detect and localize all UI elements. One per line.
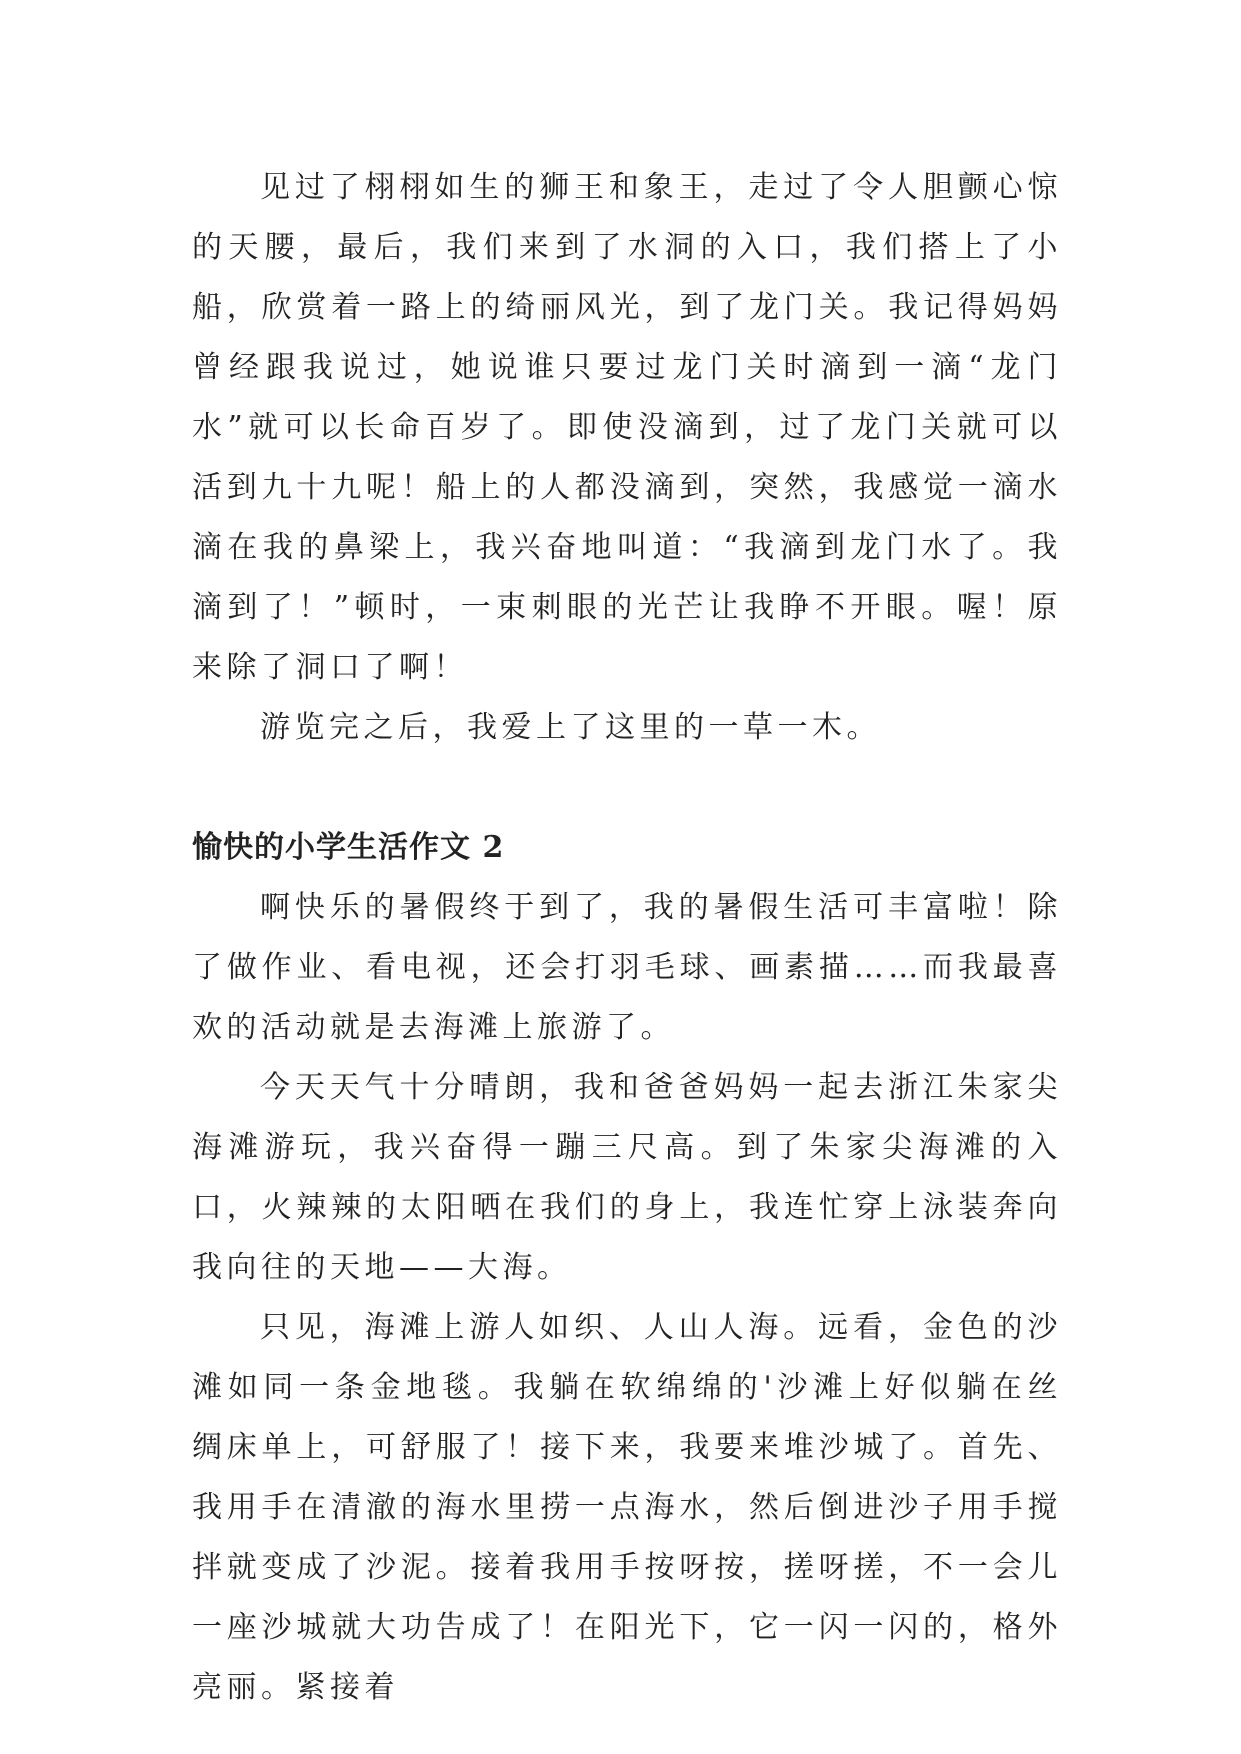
paragraph-beach-trip: 今天天气十分晴朗，我和爸爸妈妈一起去浙江朱家尖海滩游玩，我兴奋得一蹦三尺高。到了朱家尖海滩的入口，火辣辣的太阳晒在我们的身上，我连忙穿上泳装奔向我向往的天地——大海。 xyxy=(192,1070,1062,1285)
paragraph-sand-castle: 只见，海滩上游人如织、人山人海。远看，金色的沙滩如同一条金地毯。我躺在软绵绵的'沙滩上好似躺在丝绸床单上，可舒服了！接下来，我要来堆沙城了。首先、我用手在清澈的海水里捞一点海水，然后倒进沙子用手搅拌就变成了沙泥。接着我用手按呀按，搓呀搓，不一会儿一座沙城就大功告成了！在阳光下，它一闪一闪的，格外亮丽。紧接着 xyxy=(192,1310,1062,1705)
paragraph-dragon-gate: 见过了栩栩如生的狮王和象王，走过了令人胆颤心惊的天腰，最后，我们来到了水洞的入口，我们搭上了小船，欣赏着一路上的绮丽风光，到了龙门关。我记得妈妈曾经跟我说过，她说谁只要过龙门关时滴到一滴“龙门水”就可以长命百岁了。即使没滴到，过了龙门关就可以活到九十九呢！船上的人都没滴到，突然，我感觉一滴水滴在我的鼻梁上，我兴奋地叫道：“我滴到龙门水了。我滴到了！”顿时，一束刺眼的光芒让我睁不开眼。喔！原来除了洞口了啊！ xyxy=(192,170,1062,685)
paragraph-summer-vacation: 啊快乐的暑假终于到了，我的暑假生活可丰富啦！除了做作业、看电视，还会打羽毛球、画素描……而我最喜欢的活动就是去海滩上旅游了。 xyxy=(192,890,1062,1045)
essay-title: 愉快的小学生活作文 2 xyxy=(192,830,505,865)
document-body xyxy=(192,158,1062,1718)
paragraph-after-tour: 游览完之后，我爱上了这里的一草一木。 xyxy=(260,710,881,745)
